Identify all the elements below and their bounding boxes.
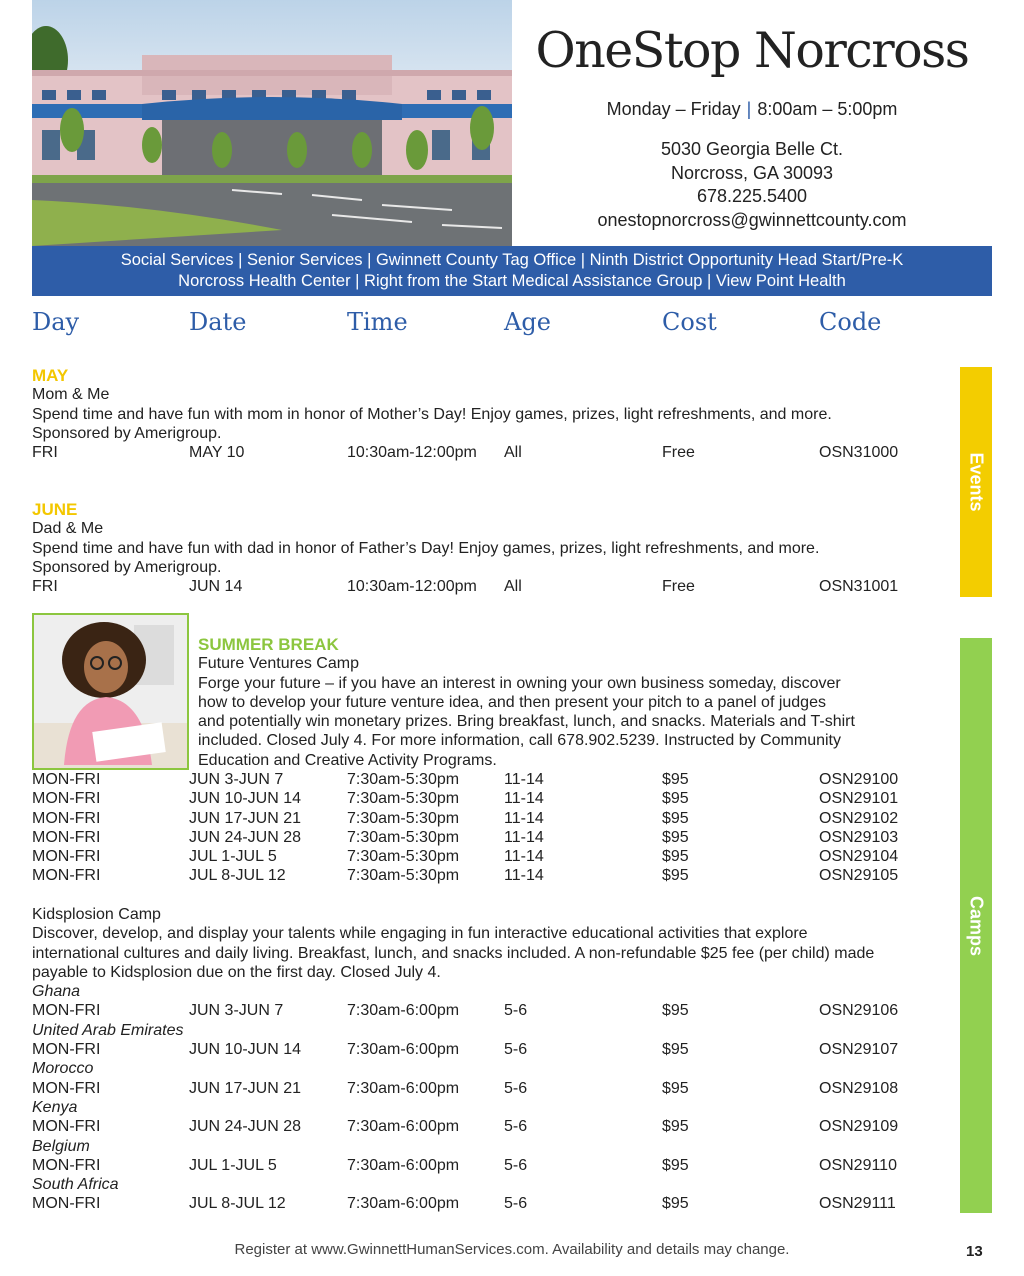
cell-age: 11-14 [504,828,544,846]
cell-cost: $95 [662,1079,689,1097]
cell-day: MON-FRI [32,828,101,846]
child-illustration [34,615,187,768]
cell-date: JUL 8-JUL 12 [189,867,286,885]
cell-day: MON-FRI [32,1195,101,1213]
cell-age: 5-6 [504,1118,528,1136]
cell-day: MON-FRI [32,771,101,788]
cell-date: JUL 1-JUL 5 [189,848,277,866]
hours [512,99,992,120]
kidsplosion-section [32,905,952,1214]
cell-date: JUN 10-JUN 14 [189,1041,302,1059]
cell-time: 7:30am-6:00pm [347,1079,460,1097]
hours-separator: | [746,99,752,119]
cell-date: JUN 14 [189,578,243,596]
schedule-row [32,770,952,789]
cell-time: 7:30am-6:00pm [347,1041,460,1059]
future-ventures-schedule [32,770,952,886]
cell-cost: $95 [662,1118,689,1136]
future-ventures-intro [198,635,918,770]
events-side-tab [960,367,992,597]
building-photo [32,0,512,246]
cell-age: 11-14 [504,867,544,885]
cell-date: JUN 10-JUN 14 [189,790,302,808]
camp-description-line: international cultures and daily living. Breakfast, lunch, and snacks included. A non-refundable $25 fee (per child) made [32,944,875,962]
page-title: OneStop Norcross [535,22,969,79]
cell-code: OSN29107 [819,1041,899,1059]
cell-code: OSN29102 [819,809,899,827]
cell-cost: $95 [662,848,689,866]
camp-description-line: and potentially win monetary prizes. Bring breakfast, lunch, and snacks. Materials and T-shirt [198,713,855,731]
camp-description-line: payable to Kidsplosion due on the first day. Closed July 4. [32,963,441,981]
col-heading-code: Code [819,308,882,336]
month-heading: JUNE [32,500,78,519]
cell-cost: $95 [662,1156,689,1174]
cell-age: 5-6 [504,1002,528,1020]
cell-date: JUN 17-JUN 21 [189,1079,302,1097]
schedule-row [32,577,952,596]
schedule-row [32,1156,952,1175]
phone-number: 678.225.5400 [696,186,808,206]
camp-description-line: Education and Creative Activity Programs. [198,751,497,769]
cell-code: OSN31001 [819,578,899,596]
event-description: Spend time and have fun with mom in honor of Mother’s Day! Enjoy games, prizes, light refreshments, and more. [32,405,832,423]
country-label: Morocco [32,1060,94,1078]
schedule-row [32,809,952,828]
schedule-row [32,789,952,808]
cell-age: 5-6 [504,1156,528,1174]
cell-time: 7:30am-5:30pm [347,867,460,885]
schedule-row [32,828,952,847]
hours-days: Monday – Friday [606,99,741,119]
event-may [32,366,952,462]
cell-date: MAY 10 [189,444,245,462]
event-sponsor: Sponsored by Amerigroup. [32,558,222,576]
camps-tab-label: Camps [966,895,987,956]
cell-time: 7:30am-5:30pm [347,809,460,827]
cell-date: JUN 3-JUN 7 [189,1002,284,1020]
camp-description-line: included. Closed July 4. For more information, call 678.902.5239. Instructed by Community [198,732,841,750]
events-tab-label: Events [966,452,987,512]
cell-code: OSN29104 [819,848,899,866]
cell-code: OSN29101 [819,790,899,808]
schedule-row [32,847,952,866]
cell-time: 7:30am-5:30pm [347,848,460,866]
schedule-row [32,1040,952,1059]
cell-cost: $95 [662,1195,689,1213]
cell-age: 11-14 [504,848,544,866]
col-heading-date: Date [189,308,247,336]
cell-date: JUN 24-JUN 28 [189,1118,302,1136]
cell-cost: Free [662,444,695,462]
cell-cost: Free [662,578,695,596]
cell-time: 7:30am-5:30pm [347,790,460,808]
address-line-2: Norcross, GA 30093 [670,162,834,183]
camp-description-line: how to develop your future venture idea, and then present your pitch to a panel of judges [198,693,826,711]
cell-time: 7:30am-6:00pm [347,1195,460,1213]
cell-day: MON-FRI [32,1156,101,1174]
cell-date: JUN 3-JUN 7 [189,771,284,788]
cell-cost: $95 [662,828,689,846]
cell-code: OSN29111 [819,1195,896,1213]
cell-day: MON-FRI [32,1002,101,1020]
cell-day: FRI [32,444,58,462]
cell-day: MON-FRI [32,867,101,885]
contact-block [512,138,992,232]
cell-time: 10:30am-12:00pm [347,444,477,462]
country-label: Kenya [32,1098,78,1116]
cell-age: 11-14 [504,809,544,827]
cell-age: All [504,444,522,462]
cell-age: All [504,578,522,596]
cell-time: 7:30am-6:00pm [347,1002,460,1020]
cell-time: 7:30am-5:30pm [347,771,460,788]
camp-description-line: Forge your future – if you have an interest in owning your own business someday, discover [198,674,841,692]
col-heading-cost: Cost [662,308,717,336]
cell-cost: $95 [662,1041,689,1059]
country-label: South Africa [32,1176,119,1194]
cell-code: OSN29108 [819,1079,899,1097]
cell-age: 5-6 [504,1041,528,1059]
cell-age: 5-6 [504,1079,528,1097]
cell-code: OSN29109 [819,1118,899,1136]
cell-date: JUL 8-JUL 12 [189,1195,286,1213]
schedule-row [32,1194,952,1213]
schedule-row [32,866,952,885]
child-photo [32,613,189,770]
page-number: 13 [966,1243,983,1260]
camp-name: Kidsplosion Camp [32,906,161,923]
col-heading-age: Age [504,308,551,336]
country-label: Belgium [32,1137,90,1155]
camp-name: Future Ventures Camp [198,655,359,673]
cell-cost: $95 [662,771,689,788]
hours-time: 8:00am – 5:00pm [757,99,898,119]
cell-cost: $95 [662,809,689,827]
cell-time: 7:30am-6:00pm [347,1156,460,1174]
season-heading: SUMMER BREAK [198,635,339,654]
cell-day: MON-FRI [32,848,101,866]
cell-time: 7:30am-6:00pm [347,1118,460,1136]
event-sponsor: Sponsored by Amerigroup. [32,424,222,442]
cell-age: 11-14 [504,790,544,808]
event-name: Mom & Me [32,386,110,404]
cell-date: JUN 24-JUN 28 [189,828,302,846]
cell-date: JUN 17-JUN 21 [189,809,302,827]
event-june [32,500,952,596]
cell-day: MON-FRI [32,790,101,808]
cell-time: 10:30am-12:00pm [347,578,477,596]
email-address[interactable]: onestopnorcross@gwinnettcounty.com [597,209,907,230]
schedule-row [32,1079,952,1098]
col-heading-day: Day [32,308,80,336]
cell-day: MON-FRI [32,1079,101,1097]
cell-cost: $95 [662,1002,689,1020]
schedule-row [32,443,952,462]
cell-age: 5-6 [504,1195,528,1213]
event-description: Spend time and have fun with dad in honor of Father’s Day! Enjoy games, prizes, light refreshments, and more. [32,539,820,557]
cell-day: FRI [32,578,58,596]
month-heading: MAY [32,366,69,385]
cell-code: OSN29106 [819,1002,899,1020]
services-line-2: Norcross Health Center | Right from the Start Medical Assistance Group | View Point Health [178,272,846,290]
address-line-1: 5030 Georgia Belle Ct. [660,139,844,159]
cell-time: 7:30am-5:30pm [347,828,460,846]
event-name: Dad & Me [32,520,104,538]
services-banner [32,246,992,296]
country-label: United Arab Emirates [32,1021,184,1039]
schedule-row [32,1001,952,1020]
cell-day: MON-FRI [32,1041,101,1059]
cell-cost: $95 [662,790,689,808]
cell-code: OSN29105 [819,867,899,885]
camp-description-line: Discover, develop, and display your talents while engaging in fun interactive educational activities that explore [32,925,808,943]
cell-code: OSN29100 [819,771,899,788]
cell-date: JUL 1-JUL 5 [189,1156,277,1174]
services-line-1: Social Services | Senior Services | Gwinnett County Tag Office | Ninth District Opportunity Head Start/Pre-K [120,251,904,269]
footer-note: Register at www.GwinnettHumanServices.com. Availability and details may change. [234,1241,790,1258]
schedule-row [32,1117,952,1136]
country-label: Ghana [32,983,81,1001]
cell-cost: $95 [662,867,689,885]
cell-code: OSN29110 [819,1156,897,1174]
cell-code: OSN29103 [819,828,899,846]
cell-day: MON-FRI [32,809,101,827]
col-heading-time: Time [347,308,408,336]
cell-age: 11-14 [504,771,544,788]
building-illustration [32,0,512,246]
camps-side-tab [960,638,992,1213]
cell-day: MON-FRI [32,1118,101,1136]
cell-code: OSN31000 [819,444,899,462]
